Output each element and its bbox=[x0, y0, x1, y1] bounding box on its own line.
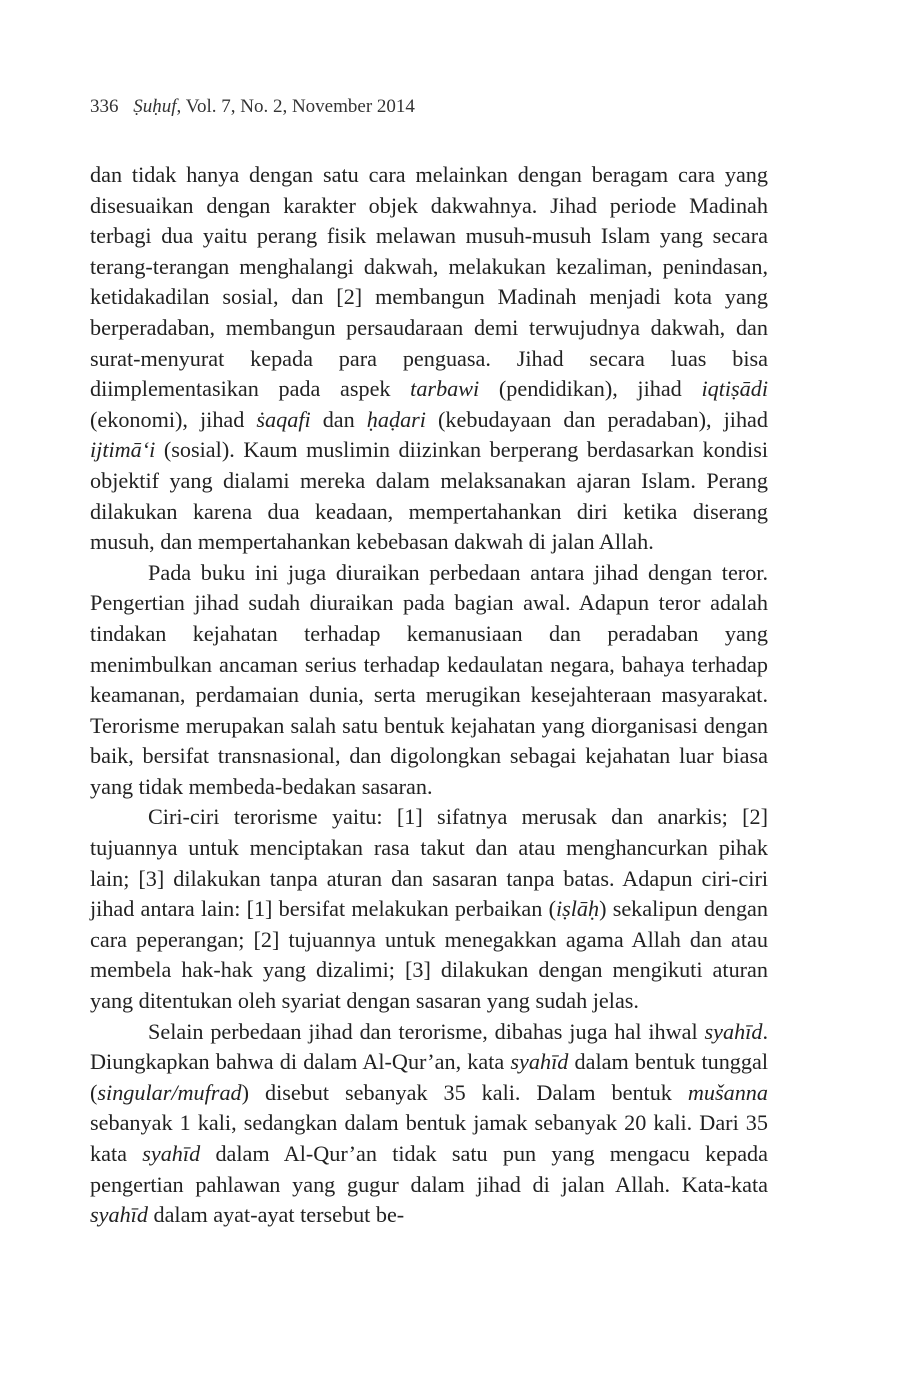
italic-term: iṣlāḥ bbox=[555, 896, 600, 922]
text-run: (pendidikan), jihad bbox=[479, 376, 702, 402]
italic-term: syahīd bbox=[90, 1202, 148, 1228]
body-text bbox=[90, 160, 768, 1231]
running-header bbox=[90, 96, 415, 118]
text-run: Ciri-ciri terorisme yaitu: [1] sifatnya merusak dan anarkis; [2] tujuannya untuk menciptakan rasa takut dan atau menghancurkan pihak lain; [3] dilakukan tanpa aturan dan sasaran tanpa batas. Adapun ciri-ciri jihad antara lain: [1] bersifat melakukan perbaikan ( bbox=[90, 804, 768, 922]
text-run: ) sekalipun dengan cara peperangan; [2] tujuannya untuk menegakkan agama Allah dan atau membela hak-hak yang dizalimi; [3] dilakukan dengan mengikuti aturan yang ditentukan oleh syariat dengan sasaran yang sudah jelas. bbox=[90, 896, 768, 1014]
text-run: dan bbox=[310, 406, 367, 432]
italic-term: tarbawi bbox=[410, 376, 480, 402]
text-run: sebanyak 1 kali, sedangkan dalam bentuk jamak sebanyak 20 kali. Dari 35 kata bbox=[90, 1110, 768, 1166]
text-run: (kebudayaan dan peradaban), jihad bbox=[425, 406, 768, 432]
journal-issue: , Vol. 7, No. 2, November 2014 bbox=[176, 96, 415, 117]
paragraph bbox=[90, 802, 768, 1016]
paragraph bbox=[90, 1017, 768, 1231]
italic-term: ṡaqafi bbox=[256, 406, 311, 432]
text-run: (ekonomi), jihad bbox=[90, 406, 257, 432]
italic-term: syahīd bbox=[510, 1049, 569, 1075]
italic-term: singular/mufrad bbox=[97, 1079, 242, 1105]
italic-term: syahīd bbox=[142, 1141, 201, 1166]
text-run: dan tidak hanya dengan satu cara melainkan dengan beragam cara yang disesuaikan dengan karakter objek dakwahnya. Jihad periode Madinah terbagi dua yaitu perang fisik melawan musuh-musuh Islam yang secara terang-terangan menghalangi dakwah, melakukan kezaliman, penindasan, ketidakadilan sosial, dan [2] membangun Madinah menjadi kota yang berperadaban, membangun persaudaraan demi terwujudnya dakwah, dan surat-menyurat kepada para penguasa. Jihad secara luas bisa diimplementasikan pada aspek bbox=[90, 162, 768, 402]
text-run: dalam ayat-ayat tersebut be- bbox=[147, 1202, 405, 1228]
italic-term: ḥaḍari bbox=[366, 406, 426, 432]
text-run: Pada buku ini juga diuraikan perbedaan antara jihad dengan teror. Pengertian jihad sudah diuraikan pada bagian awal. Adapun teror adalah tindakan kejahatan terhadap kemanusiaan dan peradaban yang menimbulkan ancaman serius terhadap kedaulatan negara, bahaya terhadap keamanan, perdamaian dunia, serta merugikan kesejahteraan masyarakat. Terorisme merupakan salah satu bentuk kejahatan yang diorganisasi dengan baik, bersifat transnasional, dan digolongkan sebagai kejahatan luar biasa yang tidak membeda-bedakan sasaran. bbox=[90, 559, 768, 799]
text-run: . Diungkapkan bahwa di dalam Al-Qur’an, kata bbox=[90, 1018, 768, 1075]
text-run: ) disebut sebanyak 35 kali. Dalam bentuk bbox=[241, 1079, 688, 1105]
paragraph bbox=[90, 160, 768, 558]
italic-term: iqtiṣādi bbox=[701, 376, 769, 402]
paragraph bbox=[90, 558, 768, 803]
page-number: 336 bbox=[90, 96, 119, 117]
text-run: dalam bentuk tunggal ( bbox=[90, 1049, 768, 1105]
text-run: dalam Al-Qur’an tidak satu pun yang mengacu kepada pengertian pahlawan yang gugur dalam jihad di jalan Allah. Kata-kata bbox=[90, 1141, 768, 1197]
italic-term: syahīd bbox=[704, 1018, 763, 1044]
text-run: (sosial). Kaum muslimin diizinkan berperang berdasarkan kondisi objektif yang dialami mereka dalam melaksanakan ajaran Islam. Perang dilakukan karena dua keadaan, mempertahankan diri ketika diserang musuh, dan mempertahankan kebebasan dakwah di jalan Allah. bbox=[90, 437, 768, 555]
journal-name: Ṣuḥuf bbox=[133, 96, 177, 117]
italic-term: ijtimā‘i bbox=[90, 437, 156, 463]
text-run: Selain perbedaan jihad dan terorisme, dibahas juga hal ihwal bbox=[148, 1018, 705, 1044]
italic-term: mušanna bbox=[687, 1079, 768, 1105]
